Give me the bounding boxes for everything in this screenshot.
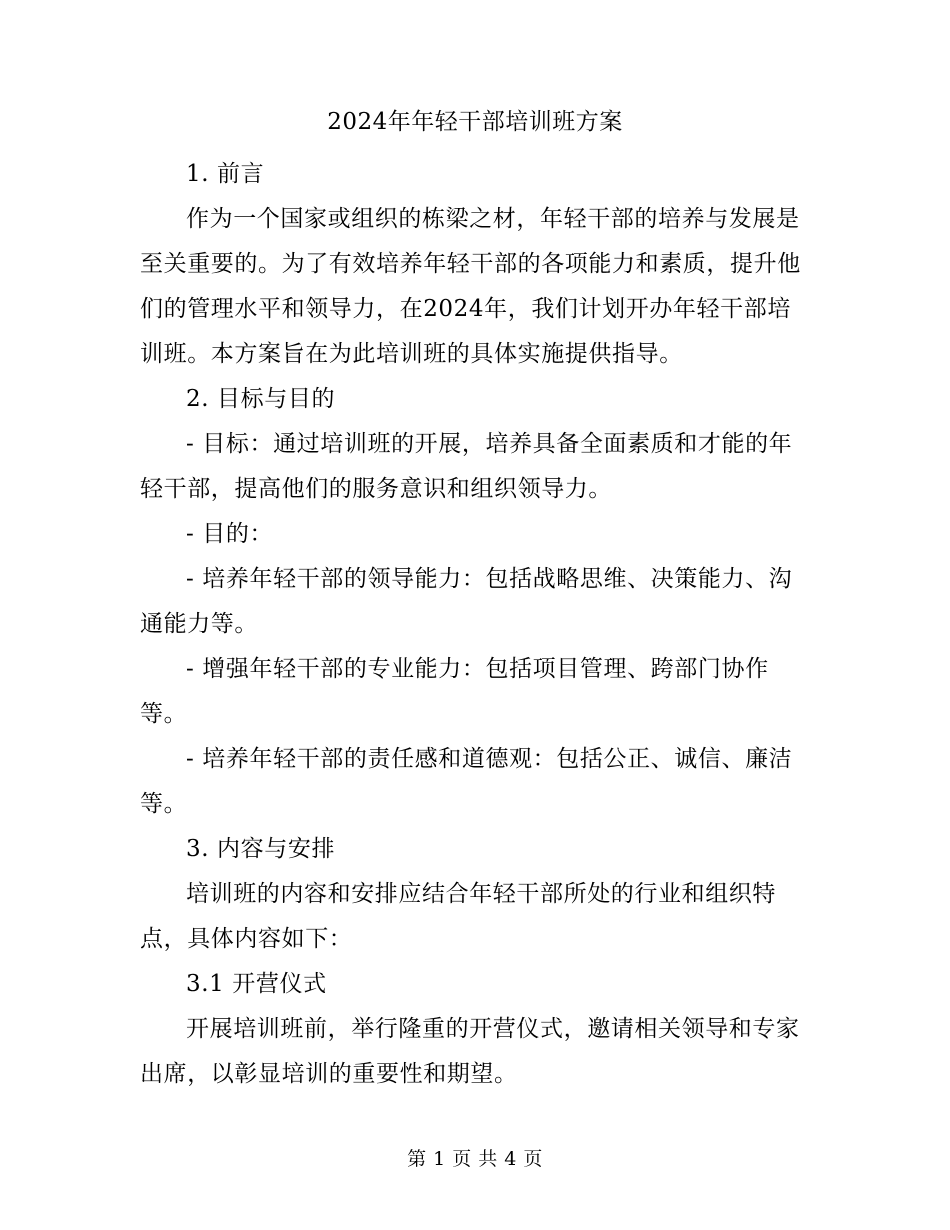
list-item-leadership: - 培养年轻干部的领导能力：包括战略思维、决策能力、沟通能力等。 — [140, 566, 793, 637]
paragraph-content: 培训班的内容和安排应结合年轻干部所处的行业和组织特点，具体内容如下： — [140, 881, 776, 952]
subsection-heading-opening: 3.1 开营仪式 — [186, 971, 327, 997]
list-item-purpose: - 目的： — [186, 521, 274, 547]
document-body — [140, 152, 805, 1097]
list-item-goal: - 目标：通过培训班的开展，培养具备全面素质和才能的年轻干部，提高他们的服务意识和组织领导力。 — [140, 431, 793, 502]
page-footer: 第 1 页 共 4 页 — [407, 1148, 543, 1170]
section-heading-goals: 2. 目标与目的 — [186, 386, 336, 412]
list-item-ethics: - 培养年轻干部的责任感和道德观：包括公正、诚信、廉洁等。 — [140, 746, 793, 817]
paragraph-opening: 开展培训班前，举行隆重的开营仪式，邀请相关领导和专家出席，以彰显培训的重要性和期望。 — [140, 1016, 800, 1087]
list-item-professional: - 增强年轻干部的专业能力：包括项目管理、跨部门协作等。 — [140, 656, 769, 727]
document-title: 2024年年轻干部培训班方案 — [327, 109, 623, 135]
section-heading-preface: 1. 前言 — [186, 161, 265, 187]
section-heading-content: 3. 内容与安排 — [186, 836, 336, 862]
paragraph-preface: 作为一个国家或组织的栋梁之材，年轻干部的培养与发展是至关重要的。为了有效培养年轻干部的各项能力和素质，提升他们的管理水平和领导力，在2024年，我们计划开办年轻干部培训班。本方案旨在为此培训班的具体实施提供指导。 — [140, 206, 801, 367]
